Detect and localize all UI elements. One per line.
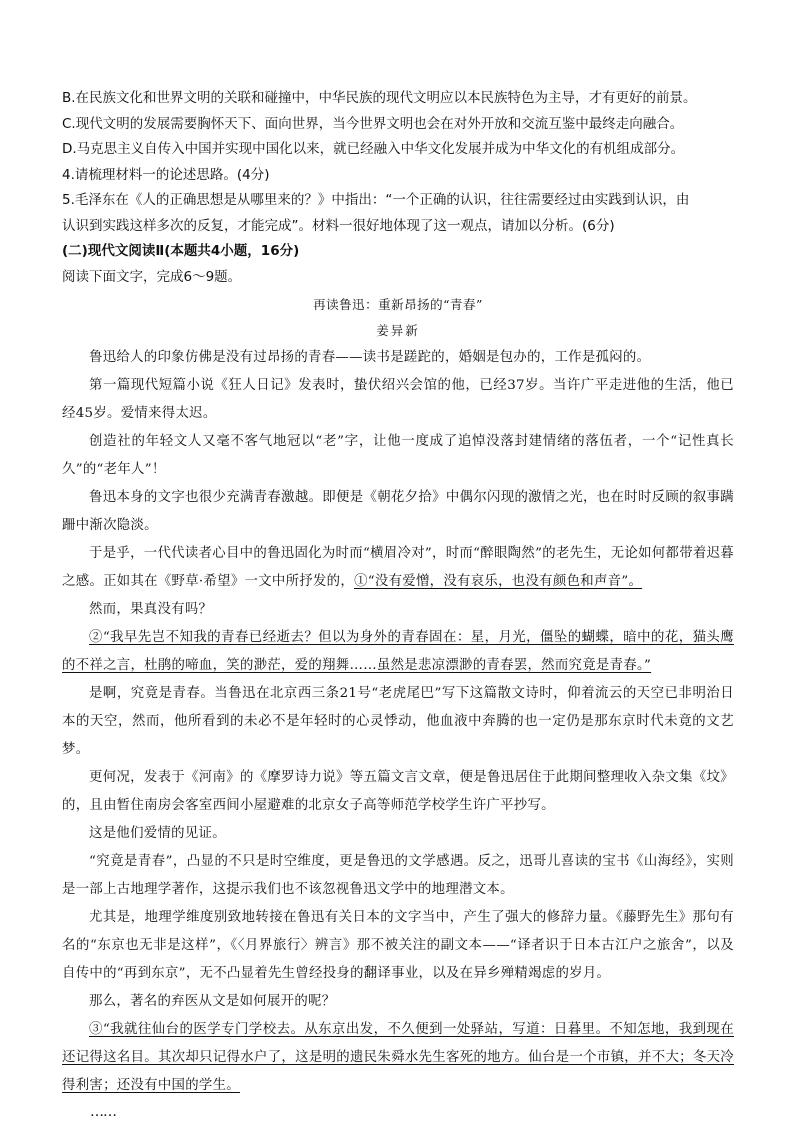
paragraph-7 xyxy=(62,624,734,680)
paragraph-5 xyxy=(62,540,734,596)
option-d: D.马克思主义自传入中国并实现中国化以来，就已经融入中华文化发展并成为中华文化的有机组成部分。 xyxy=(62,141,685,157)
paragraph-14 xyxy=(62,1016,734,1100)
paragraph-9: 更何况，发表于《河南》的《摩罗诗力说》等五篇文言文章，便是鲁迅居住于此期间整理收入杂文集《坟》的，且由暂住南房会客室西间小屋避难的北京女子高等师范学校学生许广平抄写。 xyxy=(62,770,734,813)
section-heading: (二)现代文阅读Ⅱ(本题共4小题，16分) xyxy=(62,243,300,259)
question-5-line-1: 5.毛泽东在《人的正确思想是从哪里来的？》中指出：“一个正确的认识，往往需要经过由实践到认识，由 xyxy=(62,192,690,208)
article-title: 再读鲁迅：重新昂扬的“青春” xyxy=(313,297,483,312)
paragraph-11: “究竟是青春”，凸显的不只是时空维度，更是鲁迅的文学感遇。反之，迅哥儿喜读的宝书《山海经》，实则是一部上古地理学著作，这提示我们也不该忽视鲁迅文学中的地理潜文本。 xyxy=(62,854,734,897)
option-c: C.现代文明的发展需要胸怀天下、面向世界，当今世界文明也会在对外开放和交流互鉴中最终走向融合。 xyxy=(62,115,684,132)
reading-instruction: 阅读下面文字，完成6～9题。 xyxy=(62,268,242,285)
paragraph-10: 这是他们爱情的见证。 xyxy=(89,826,226,841)
paragraph-5-text: 于是乎，一代代读者心目中的鲁迅固化为时而“横眉冷对”，时而“醉眼陶然”的老先生，无论如何都带着迟暮之感。正如其在《野草·希望》一文中所抒发的， xyxy=(62,546,734,589)
paragraph-4: 鲁迅本身的文字也很少充满青春激越。即便是《朝花夕拾》中偶尔闪现的激情之光，也在时时反顾的叙事蹒跚中渐次隐淡。 xyxy=(62,490,734,533)
paragraph-3: 创造社的年轻文人又毫不客气地冠以“老”字，让他一度成了追悼没落封建情绪的落伍者，一个“记性真长久”的“老年人”！ xyxy=(62,434,734,477)
paragraph-13: 那么，著名的弃医从文是如何展开的呢？ xyxy=(89,994,336,1009)
question-4: 4.请梳理材料一的论述思路。(4分) xyxy=(62,166,270,183)
option-b: B.在民族文化和世界文明的关联和碰撞中，中华民族的现代文明应以本民族特色为主导，才有更好的前景。 xyxy=(62,90,697,106)
paragraph-8: 是啊，究竟是青春。当鲁迅在北京西三条21号“老虎尾巴”写下这篇散文诗时，仰着流云的天空已非明治日本的天空，然而，他所看到的未必不是年轻时的心灵悸动，他血液中奔腾的也一定仍是那东京时代未竟的文艺梦。 xyxy=(62,686,734,757)
paragraph-6: 然而，果真没有吗？ xyxy=(89,602,213,617)
exam-page xyxy=(62,86,734,1124)
question-5-line-2: 认识到实践这样多次的反复，才能完成”。材料一很好地体现了这一观点，请加以分析。(6分) xyxy=(62,217,615,234)
underlined-quote-1: ①“没有爱憎，没有哀乐，也没有颜色和声音”。 xyxy=(354,574,643,589)
article-author: 姜异新 xyxy=(376,323,420,338)
paragraph-1: 鲁迅给人的印象仿佛是没有过昂扬的青春——读书是蹉跎的，婚姻是包办的，工作是孤闷的。 xyxy=(89,350,651,365)
ellipsis: …… xyxy=(90,1104,116,1120)
underlined-quote-2: ②“我早先岂不知我的青春已经逝去？但以为身外的青春固在：星，月光，僵坠的蝴蝶，暗中的花，猫头鹰的不祥之言，杜鹃的啼血，笑的渺茫，爱的翔舞……虽然是悲凉漂渺的青春罢，然而究竟是青春。” xyxy=(62,630,734,673)
paragraph-12: 尤其是，地理学维度别致地转接在鲁迅有关日本的文字当中，产生了强大的修辞力量。《藤野先生》那句有名的“东京也无非是这样”，《〈月界旅行〉辨言》那不被关注的副文本——“译者识于日本古江户之旅舍”，以及自传中的“再到东京”，无不凸显着先生曾经投身的翻译事业，以及在异乡殚精竭虑的岁月。 xyxy=(62,910,734,981)
paragraph-2: 第一篇现代短篇小说《狂人日记》发表时，蛰伏绍兴会馆的他，已经37岁。当许广平走进他的生活，他已经45岁。爱情来得太迟。 xyxy=(62,378,734,421)
underlined-quote-3: ③“我就往仙台的医学专门学校去。从东京出发，不久便到一处驿站，写道：日暮里。不知怎地，我到现在还记得这名目。其次却只记得水户了，这是明的遗民朱舜水先生客死的地方。仙台是一个市镇，并不大；冬天冷得利害；还没有中国的学生。 xyxy=(62,1022,734,1093)
